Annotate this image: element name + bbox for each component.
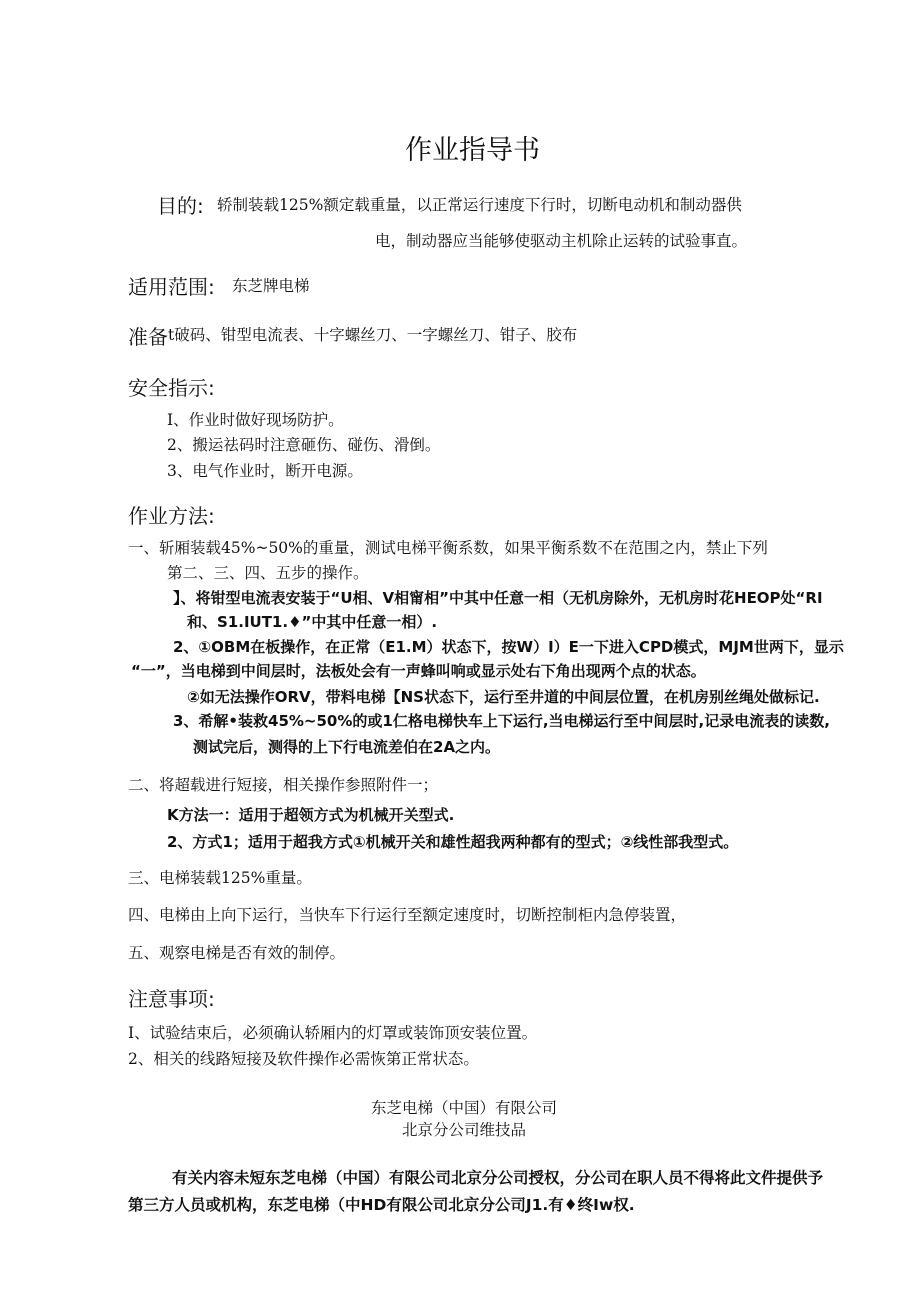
page-title: 作业指导书: [405, 135, 540, 166]
method-step-2: 二、将超载进行短接，相关操作参照附件一；: [128, 776, 439, 794]
footer-notice-line-2: 第三方人员或机构，东芝电梯（中HD有限公司北京分公司J1.有♦终Iw权.: [128, 1196, 635, 1214]
method-substep-2a: 2、①OBM在板操作，在正常（E1.M）状态下，按W）I）E一下进入CPD模式，MJM世两下，显示: [173, 638, 844, 656]
safety-item: 3、电气作业时，断开电源。: [167, 462, 363, 480]
method-step-3: 三、电梯装载125%重量。: [128, 869, 312, 887]
method-step-5: 五、观察电梯是否有效的制停。: [128, 944, 346, 962]
method-substep-1a: 】、将钳型电流表安装于“U相、V相甯相”中其中任意一相（无机房除外，无机房时花HEOP处“RI: [173, 589, 823, 607]
notes-item: I、试验结束后，必须确认轿厢内的灯罩或装饰顶安装位置。: [128, 1024, 538, 1042]
notes-heading: 注意事项:: [128, 987, 215, 1011]
method-step-2-option-1: K方法一：适用于超领方式为机械开关型式.: [167, 806, 455, 824]
prep-value: t破码、钳型电流表、十字螺丝刀、一字螺丝刀、钳子、胶布: [168, 326, 578, 344]
company-branch: 北京分公司维技品: [402, 1121, 527, 1139]
company-name: 东芝电梯（中国）有限公司: [371, 1099, 558, 1117]
purpose-line-2: 电，制动器应当能够使驱动主机除止运转的试验事直。: [375, 232, 748, 250]
method-substep-2b: “一”，当电梯到中间层时，法板处会有一声蜂叫响或显示处右下角出现两个点的状态。: [131, 662, 706, 680]
safety-heading: 安全指示:: [128, 376, 215, 400]
prep-label: 准备: [128, 325, 168, 349]
method-substep-3b: 测试完后，测得的上下行电流差伯在2A之内。: [193, 738, 501, 756]
method-substep-3a: 3、希解•装救45%~50%的或1仁格电梯快车上下运行,当电梯运行至中间层时,记录电流表的读数,: [173, 712, 830, 730]
safety-item: I、作业时做好现场防护。: [167, 411, 344, 429]
method-step-4: 四、电梯由上向下运行，当快车下行运行至额定速度时，切断控制柜内急停装置，: [128, 906, 687, 924]
footer-notice-line-1: 有关内容未短东芝电梯（中国）有限公司北京分公司授权，分公司在职人员不得将此文件提供予: [172, 1169, 824, 1187]
method-step-1-cont: 第二、三、四、五步的操作。: [167, 564, 369, 582]
purpose-label: 目的:: [157, 194, 204, 218]
purpose-line-1: 轿制装载125%额定载重量，以正常运行速度下行时，切断电动机和制动器供: [217, 196, 742, 214]
method-substep-1b: 和、S1.IUT1.♦”中其中任意一相）.: [187, 613, 438, 631]
method-heading: 作业方法:: [128, 504, 215, 528]
method-step-1: 一、斩厢装载45%~50%的重量，测试电梯平衡系数，如果平衡系数不在范围之内，禁止下列: [128, 539, 768, 557]
method-step-2-option-2: 2、方式1；适用于超我方式①机械开关和雄性超我两种都有的型式；②线性部我型式。: [167, 833, 739, 851]
method-substep-2c: ②如无法操作ORV，带料电梯【NS状态下，运行至井道的中间层位置，在机房别丝绳处做标记.: [187, 688, 820, 706]
scope-value: 东芝牌电梯: [232, 277, 310, 295]
notes-item: 2、相关的线路短接及软件操作必需恢第正常状态。: [128, 1050, 479, 1068]
scope-label: 适用范围:: [128, 275, 215, 299]
safety-item: 2、搬运祛码时注意砸伤、碰伤、滑倒。: [167, 436, 441, 454]
